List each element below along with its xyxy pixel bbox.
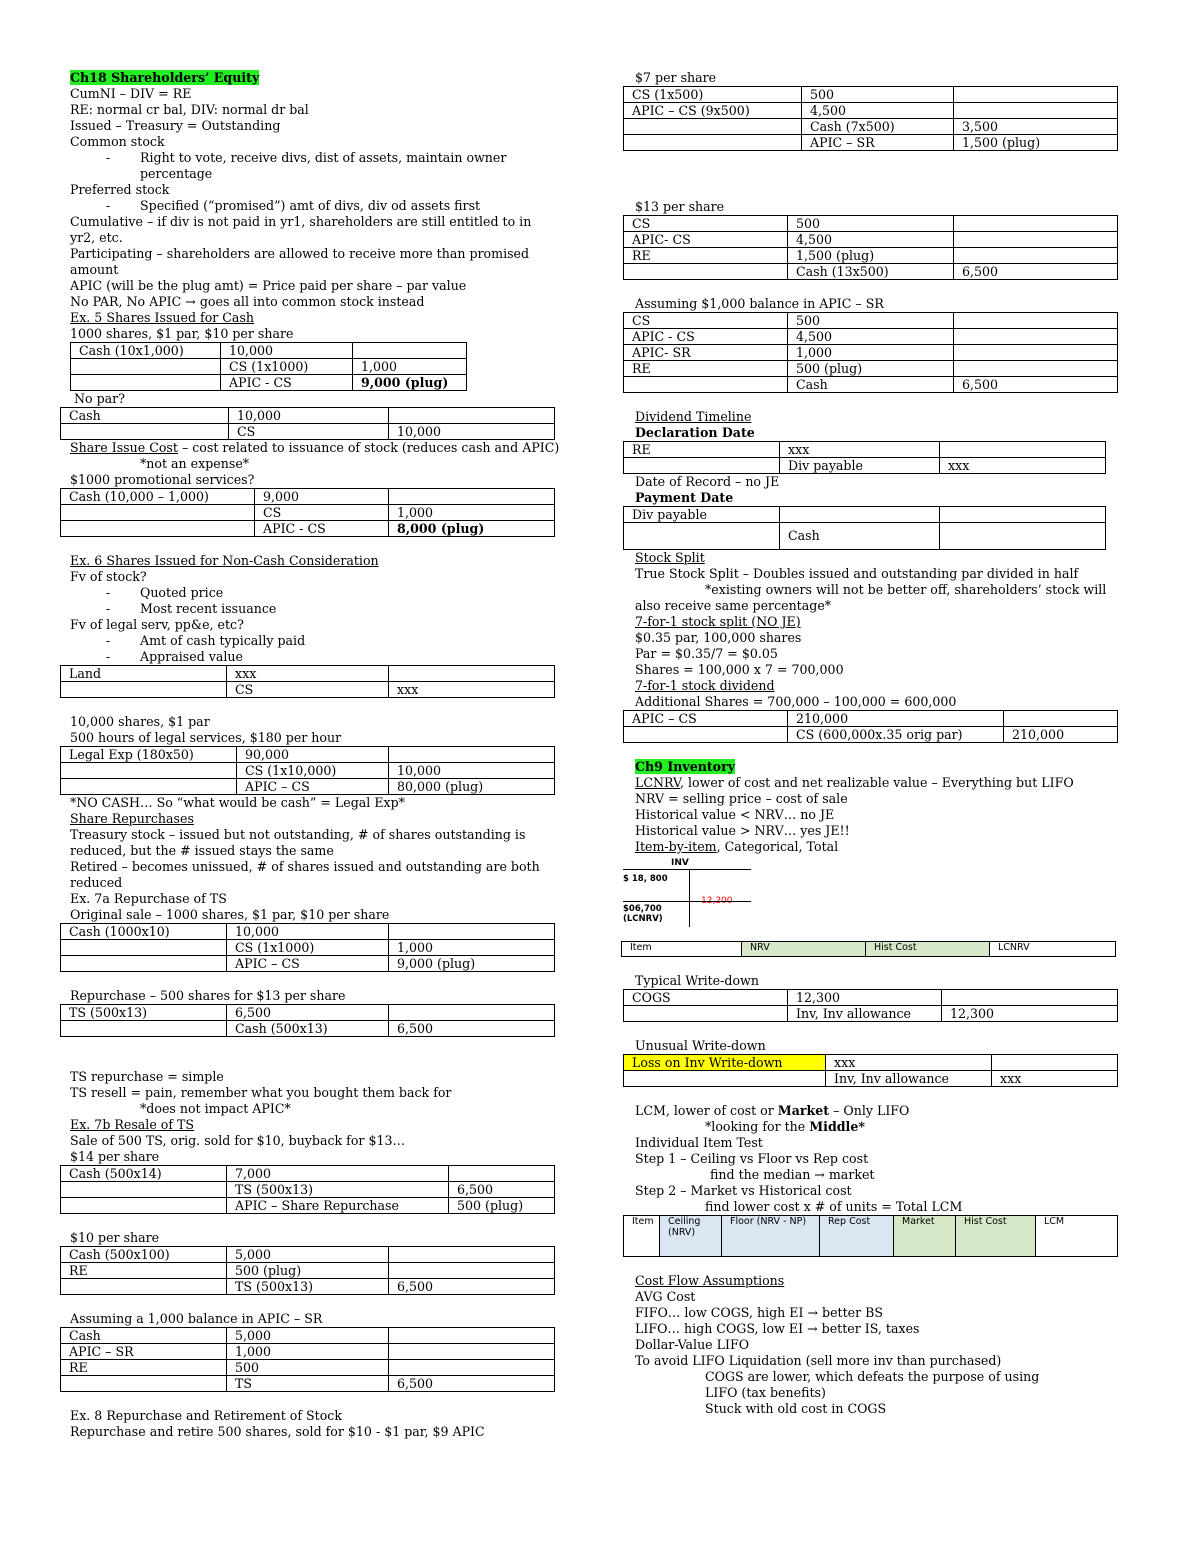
table-row: TS (500x13) 6,500 (61, 1279, 555, 1295)
t-account-mid-line (623, 901, 751, 902)
t-account-balance: $06,700 (LCNRV) (623, 904, 663, 924)
table-row: APIC – Share Repurchase 500 (plug) (61, 1198, 555, 1214)
note-line: Original sale – 1000 shares, $1 par, $10 per share (70, 907, 390, 922)
table-row: Cash (624, 523, 1106, 550)
table-row: APIC – CS 9,000 (plug) (61, 956, 555, 972)
note-line: 500 hours of legal services, $180 per hour (70, 730, 342, 745)
journal-entry-table (60, 923, 555, 972)
table-row: APIC – CS 80,000 (plug) (61, 779, 555, 795)
journal-entry-table (623, 86, 1118, 151)
note-line: *does not impact APIC* (140, 1101, 291, 1116)
note-line: Assuming $1,000 balance in APIC – SR (635, 296, 884, 311)
note-line: Shares = 100,000 x 7 = 700,000 (635, 662, 844, 677)
note-line: Stuck with old cost in COGS (705, 1401, 887, 1416)
t-account-title: INV (671, 858, 689, 868)
section-heading: Dividend Timeline (635, 409, 752, 424)
note-line: Issued – Treasury = Outstanding (70, 118, 281, 133)
note-line: No PAR, No APIC → goes all into common stock instead (70, 294, 425, 309)
journal-entry-table (70, 342, 467, 391)
example-heading: Ex. 5 Shares Issued for Cash (70, 310, 255, 325)
note-line: To avoid LIFO Liquidation (sell more inv than purchased) (635, 1353, 1002, 1368)
example-heading: Ex. 7a Repurchase of TS (70, 891, 227, 906)
table-row: RE 500 (plug) (61, 1263, 555, 1279)
note-line: Step 2 – Market vs Historical cost (635, 1183, 852, 1198)
table-row: Cash 6,500 (624, 377, 1118, 393)
bullet-item: - Quoted price (70, 585, 560, 601)
table-row: Div payable xxx (624, 458, 1106, 474)
note-line: Participating – shareholders are allowed to receive more than promised amount (70, 246, 530, 277)
table-row: Cash (10x1,000) 10,000 (71, 343, 467, 359)
t-account-debit: $ 18, 800 (623, 874, 668, 884)
table-row: APIC - CS 8,000 (plug) (61, 521, 555, 537)
table-row: Inv, Inv allowance xxx (624, 1071, 1118, 1087)
note-line: APIC (will be the plug amt) = Price paid per share – par value (70, 278, 467, 293)
table-row: Item NRV Hist Cost LCNRV (622, 942, 1116, 957)
section-heading: Stock Split (635, 550, 705, 565)
note-line: LCNRV, lower of cost and net realizable value – Everything but LIFO (635, 775, 1074, 790)
bullet-item: - Appraised value (70, 649, 560, 665)
note-line: TS resell = pain, remember what you bought them back for (70, 1085, 452, 1100)
note-line: Repurchase – 500 shares for $13 per share (70, 988, 346, 1003)
t-account-diagram (623, 855, 1120, 927)
note-line: Dollar-Value LIFO (635, 1337, 750, 1352)
table-row: RE 500 (61, 1360, 555, 1376)
note-line: Additional Shares = 700,000 – 100,000 = 600,000 (635, 694, 957, 709)
note-line: Sale of 500 TS, orig. sold for $10, buyback for $13… (70, 1133, 406, 1148)
chapter-9-heading: Ch9 Inventory (635, 759, 736, 774)
table-row: CS (1x10,000) 10,000 (61, 763, 555, 779)
note-line: Historical value < NRV… no JE (635, 807, 835, 822)
note-line: Par = $0.35/7 = $0.05 (635, 646, 778, 661)
note-line: $1000 promotional services? (70, 472, 255, 487)
note-line: LIFO… high COGS, low EI → better IS, taxes (635, 1321, 920, 1336)
note-line: True Stock Split – Doubles issued and outstanding par divided in half (635, 566, 1079, 581)
table-row: Item Ceiling (NRV) Floor (NRV - NP) Rep Cost Market Hist Cost LCM (624, 1216, 1118, 1257)
note-line: Fv of stock? (70, 569, 147, 584)
note-line: Treasury stock – issued but not outstanding, # of shares outstanding is reduced, but the # issued stays the same (70, 827, 526, 858)
journal-entry-table (623, 1054, 1118, 1087)
table-row: APIC – CS (9x500) 4,500 (624, 103, 1118, 119)
table-row: Cash (7x500) 3,500 (624, 119, 1118, 135)
example-heading: Ex. 8 Repurchase and Retirement of Stock (70, 1408, 342, 1423)
note-line: *not an expense* (140, 456, 250, 471)
t-account-top-line (623, 869, 751, 870)
note-line: *existing owners will not be better off, shareholders’ stock will also receive same percentage* (635, 582, 1107, 613)
journal-entry-table (60, 1165, 555, 1214)
journal-entry-table (623, 441, 1106, 474)
note-line: LCM, lower of cost or Market – Only LIFO (635, 1103, 910, 1118)
table-row: CS xxx (61, 682, 555, 698)
table-row: RE xxx (624, 442, 1106, 458)
bullet-item: - Right to vote, receive divs, dist of assets, maintain owner percentage (70, 150, 560, 182)
note-line: find the median → market (710, 1167, 875, 1182)
note-line: Item-by-item, Categorical, Total (635, 839, 839, 854)
note-line: Individual Item Test (635, 1135, 763, 1150)
subsection-heading: Declaration Date (635, 425, 755, 440)
note-line: COGS are lower, which defeats the purpose of using (705, 1369, 1040, 1384)
note-line: FIFO… low COGS, high EI → better BS (635, 1305, 884, 1320)
table-row: CS (600,000x.35 orig par) 210,000 (624, 727, 1118, 743)
table-row: Cash (500x100) 5,000 (61, 1247, 555, 1263)
note-line: Typical Write-down (635, 973, 759, 988)
note-line: RE: normal cr bal, DIV: normal dr bal (70, 102, 309, 117)
note-line: $14 per share (70, 1149, 160, 1164)
journal-entry-table (60, 407, 555, 440)
table-row: Inv, Inv allowance 12,300 (624, 1006, 1118, 1022)
table-row: Cash (500x14) 7,000 (61, 1166, 555, 1182)
journal-entry-table (623, 989, 1118, 1022)
note-line: Unusual Write-down (635, 1038, 766, 1053)
table-row: Cash (13x500) 6,500 (624, 264, 1118, 280)
note-line: AVG Cost (635, 1289, 696, 1304)
note-line: Common stock (70, 134, 165, 149)
journal-entry-table (60, 1327, 555, 1392)
example-heading: Ex. 6 Shares Issued for Non-Cash Consideration (70, 553, 379, 568)
note-line: CumNI – DIV = RE (70, 86, 192, 101)
journal-entry-table (623, 506, 1106, 550)
note-line: *NO CASH… So “what would be cash” = Legal Exp* (70, 795, 405, 810)
chapter-18-heading: Ch18 Shareholders’ Equity (70, 70, 260, 85)
table-row: APIC – SR 1,000 (61, 1344, 555, 1360)
journal-entry-table (60, 1004, 555, 1037)
note-line: 1000 shares, $1 par, $10 per share (70, 326, 294, 341)
table-row: RE 500 (plug) (624, 361, 1118, 377)
note-line: 7-for-1 stock split (NO JE) (635, 614, 801, 629)
table-row: Cash (1000x10) 10,000 (61, 924, 555, 940)
table-row: CS (1x1000) 1,000 (71, 359, 467, 375)
table-row: COGS 12,300 (624, 990, 1118, 1006)
table-row: APIC - CS 9,000 (plug) (71, 375, 467, 391)
table-row: APIC – CS 210,000 (624, 711, 1118, 727)
table-row: Div payable (624, 507, 1106, 523)
t-account-stem (689, 869, 690, 927)
note-line: Historical value > NRV… yes JE!! (635, 823, 850, 838)
subsection-heading: Payment Date (635, 490, 734, 505)
note-line: 10,000 shares, $1 par (70, 714, 210, 729)
table-row: RE 1,500 (plug) (624, 248, 1118, 264)
note-line: TS repurchase = simple (70, 1069, 224, 1084)
note-line: $7 per share (635, 70, 717, 85)
table-row: APIC - CS 4,500 (624, 329, 1118, 345)
section-heading: Cost Flow Assumptions (635, 1273, 785, 1288)
journal-entry-table (623, 312, 1118, 393)
note-line: NRV = selling price – cost of sale (635, 791, 848, 806)
note-line: Preferred stock (70, 182, 170, 197)
note-line: Repurchase and retire 500 shares, sold for $10 - $1 par, $9 APIC (70, 1424, 485, 1439)
note-line: $10 per share (70, 1230, 160, 1245)
table-row: TS 6,500 (61, 1376, 555, 1392)
lcm-header-table (623, 1215, 1118, 1257)
table-row: CS (1x1000) 1,000 (61, 940, 555, 956)
lcnrv-header-table (621, 941, 1116, 957)
table-row: Cash 5,000 (61, 1328, 555, 1344)
bullet-item: - Most recent issuance (70, 601, 560, 617)
example-heading: Ex. 7b Resale of TS (70, 1117, 195, 1132)
table-row: Land xxx (61, 666, 555, 682)
note-line: Fv of legal serv, pp&e, etc? (70, 617, 244, 632)
note-line: Share Issue Cost – cost related to issuance of stock (reduces cash and APIC) (70, 440, 560, 455)
note-line: $13 per share (635, 199, 725, 214)
bullet-item: - Specified (“promised”) amt of divs, div od assets first (70, 198, 560, 214)
journal-entry-table (60, 746, 555, 795)
table-row: CS 500 (624, 216, 1118, 232)
table-row: CS 10,000 (61, 424, 555, 440)
table-row: CS (1x500) 500 (624, 87, 1118, 103)
note-line: Step 1 – Ceiling vs Floor vs Rep cost (635, 1151, 869, 1166)
table-row: CS 500 (624, 313, 1118, 329)
note-line: 7-for-1 stock dividend (635, 678, 775, 693)
note-line: Retired – becomes unissued, # of shares issued and outstanding are both reduced (70, 859, 540, 890)
table-row: CS 1,000 (61, 505, 555, 521)
note-line: Cumulative – if div is not paid in yr1, shareholders are still entitled to in yr2, etc. (70, 214, 532, 245)
note-line: Date of Record – no JE (635, 474, 780, 489)
note-line: No par? (74, 391, 125, 406)
table-row: Loss on Inv Write-down xxx (624, 1055, 1118, 1071)
journal-entry-table (60, 488, 555, 537)
left-column (70, 70, 560, 1440)
table-row: Cash (10,000 – 1,000) 9,000 (61, 489, 555, 505)
table-row: Cash (500x13) 6,500 (61, 1021, 555, 1037)
table-row: APIC- SR 1,000 (624, 345, 1118, 361)
note-line: $0.35 par, 100,000 shares (635, 630, 802, 645)
section-heading: Share Repurchases (70, 811, 194, 826)
journal-entry-table (60, 665, 555, 698)
t-account-credit: 12,200 (701, 896, 733, 906)
journal-entry-table (623, 215, 1118, 280)
table-row: TS (500x13) 6,500 (61, 1005, 555, 1021)
note-line: find lower cost x # of units = Total LCM (705, 1199, 963, 1214)
right-column (623, 70, 1120, 1417)
journal-entry-table (60, 1246, 555, 1295)
journal-entry-table (623, 710, 1118, 743)
bullet-item: - Amt of cash typically paid (70, 633, 560, 649)
note-line: *looking for the Middle* (705, 1119, 865, 1134)
table-row: APIC- CS 4,500 (624, 232, 1118, 248)
note-line: Assuming a 1,000 balance in APIC – SR (70, 1311, 323, 1326)
table-row: Legal Exp (180x50) 90,000 (61, 747, 555, 763)
table-row: Cash 10,000 (61, 408, 555, 424)
table-row: APIC – SR 1,500 (plug) (624, 135, 1118, 151)
note-line: LIFO (tax benefits) (705, 1385, 826, 1400)
table-row: TS (500x13) 6,500 (61, 1182, 555, 1198)
